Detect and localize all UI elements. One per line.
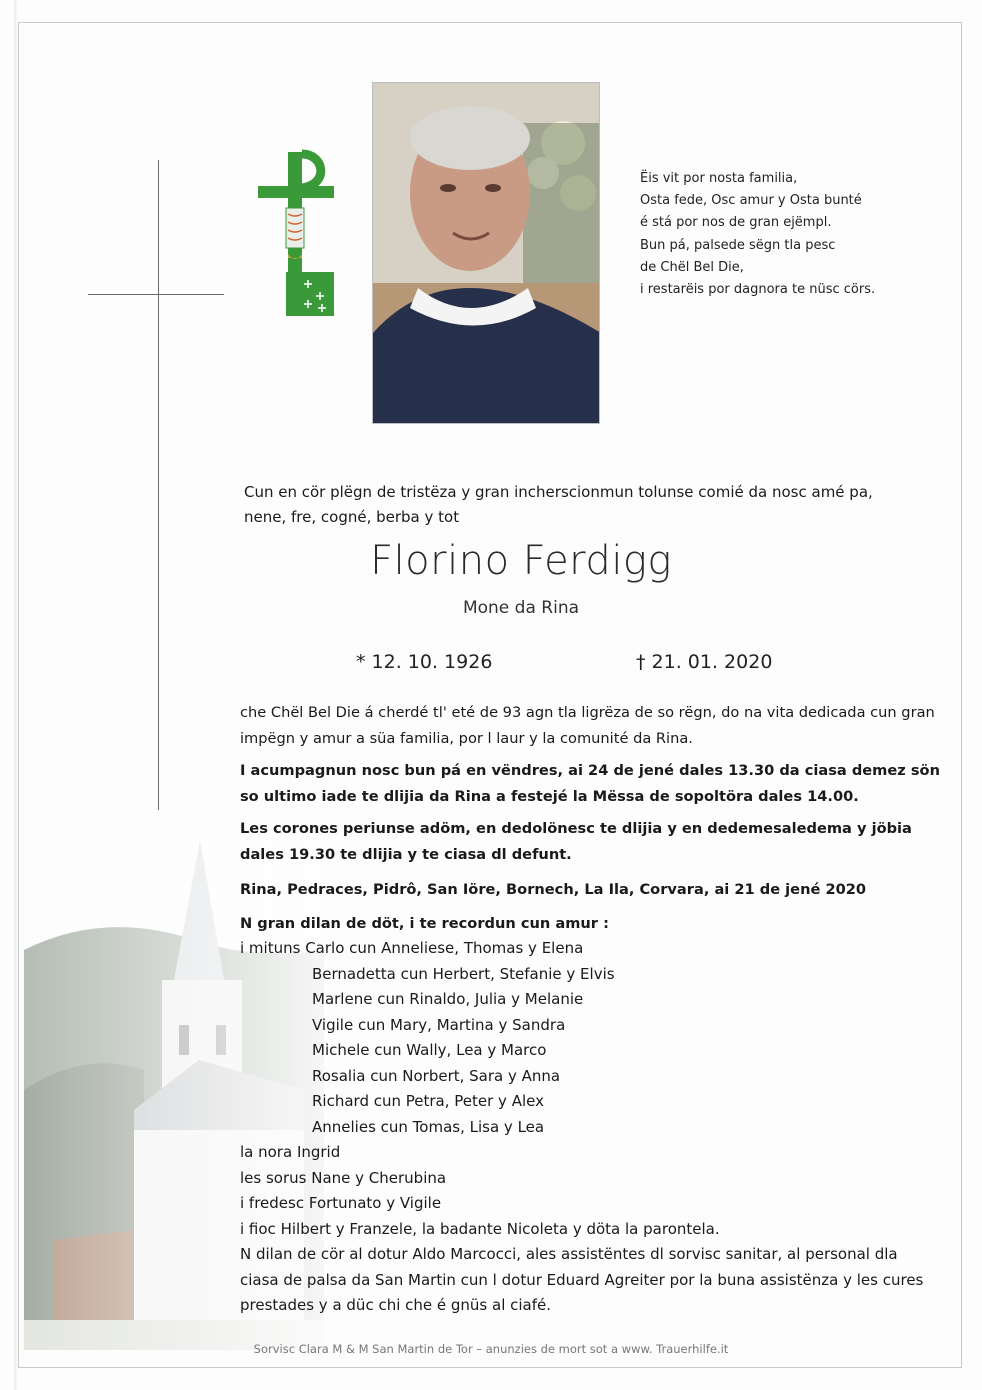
mourner-line: i mituns Carlo cun Anneliese, Thomas y Elena — [240, 939, 584, 957]
mourner-line: Rosalia cun Norbert, Sara y Anna — [312, 1066, 561, 1085]
birth-date: * 12. 10. 1926 — [356, 651, 493, 673]
mourner-line: les sorus Nane y Cherubina — [240, 1168, 447, 1187]
death-date: † 21. 01. 2020 — [636, 651, 773, 673]
thanks-paragraph: N dilan de cör al dotur Aldo Marcocci, ales assistëntes dl sorvisc sanitar, al personal dla ciasa de palsa da San Martin cun l dotur Eduard Agreiter por la buna assistënza y les cures prestades y a düc chi che é gnüs al ciafé. — [240, 1245, 924, 1314]
mourner-line: Marlene cun Rinaldo, Julia y Melanie — [312, 990, 584, 1008]
passing-paragraph: che Chël Bel Die á cherdé tl' eté de 93 agn tla ligrëza de so rëgn, do na vita dedicada cun gran impëgn y amur a süa familia, por l laur y la comunité da Rina. — [240, 704, 935, 747]
cross-horizontal-line — [88, 294, 224, 295]
portrait-photo — [372, 82, 600, 424]
mourner-line: i fioc Hilbert y Franzele, la badante Nicoleta y döta la parontela. — [240, 1219, 720, 1238]
deceased-nickname: Mone da Rina — [462, 598, 580, 618]
mourner-line: la nora Ingrid — [240, 1143, 341, 1161]
chi-rho-symbol-icon — [258, 148, 336, 320]
poem-line: de Chël Bel Die, — [640, 259, 744, 275]
cross-vertical-line — [158, 160, 159, 810]
memorial-poem — [640, 168, 875, 301]
announcement-body — [240, 700, 940, 1319]
mourner-line: i fredesc Fortunato y Vigile — [240, 1194, 442, 1212]
poem-line: Osta fede, Osc amur y Osta bunté — [640, 193, 862, 209]
mourners-heading: N gran dilan de döt, i te recordun cun amur : — [240, 914, 609, 932]
poem-line: é stá por nos de gran ejëmpl. — [640, 215, 832, 231]
poem-line: Bun pá, palsede sëgn tla pesc — [640, 237, 836, 253]
intro-text: Cun en cör plëgn de tristëza y gran incherscionmun tolunse comié da nosc amé pa, nene, fre, cogné, berba y tot — [244, 483, 873, 526]
poem-line: Ëis vit por nosta familia, — [640, 171, 798, 186]
mourners-list — [240, 936, 940, 1319]
mourner-line: Vigile cun Mary, Martina y Sandra — [312, 1015, 566, 1034]
mourner-line: Michele cun Wally, Lea y Marco — [312, 1041, 547, 1059]
mourner-line: Annelies cun Tomas, Lisa y Lea — [312, 1117, 545, 1136]
mourner-line: Richard cun Petra, Peter y Alex — [312, 1092, 544, 1110]
place-date-line: Rina, Pedraces, Pidrô, San Iöre, Bornech, La Ila, Corvara, ai 21 de jené 2020 — [240, 881, 867, 898]
poem-line: i restarëis por dagnora te nüsc cörs. — [640, 282, 876, 298]
deceased-name: Florino Ferdigg — [370, 538, 672, 584]
mourner-line: Bernadetta cun Herbert, Stefanie y Elvis — [312, 964, 615, 983]
funeral-paragraph: I acumpagnun nosc bun pá en vëndres, ai 24 de jené dales 13.30 da ciasa demez sön so ultimo iade te dlijia da Rina a festejé la Mëssa de sopoltöra dales 14.00. — [240, 762, 940, 805]
rosary-paragraph: Les corones periunse adöm, en dedolönesc te dlijia y en dedemesaledema y jöbia dales 19.30 te dlijia y te ciasa dl defunt. — [240, 820, 912, 863]
footer-credit: Sorvisc Clara M & M San Martin de Tor – anunzies de mort sot a www. Trauerhilfe.it — [253, 1342, 729, 1356]
